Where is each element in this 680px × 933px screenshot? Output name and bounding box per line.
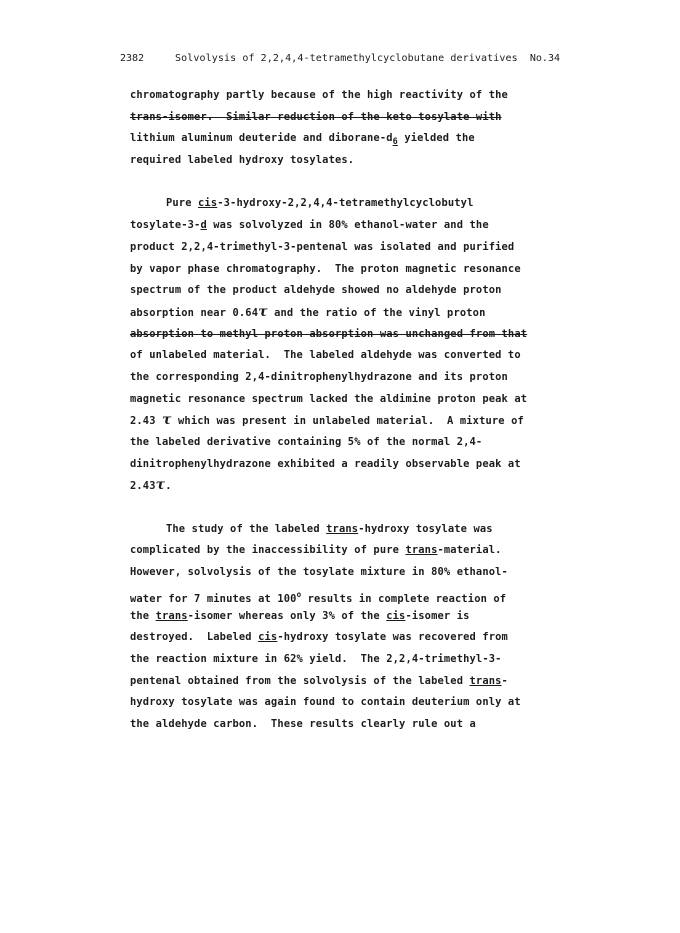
line-text: absorption near 0.64 <box>130 306 259 319</box>
line-text: . <box>165 480 172 493</box>
line-text: of unlabeled material. The labeled aldehyde was converted to <box>130 349 521 362</box>
text-line <box>130 649 560 671</box>
styled-text: τ <box>258 303 268 320</box>
styled-text: trans <box>469 674 502 687</box>
issue-number: No.34 <box>529 53 560 64</box>
line-text: the labeled derivative containing 5% of the normal 2,4- <box>130 436 483 448</box>
text-line <box>130 345 560 367</box>
text-line <box>130 562 560 584</box>
text-line <box>130 280 560 302</box>
text-line <box>130 150 560 172</box>
page-number: 2382 <box>120 53 145 64</box>
paragraph <box>130 519 560 736</box>
text-line <box>130 128 560 150</box>
text-line <box>130 259 560 281</box>
styled-text: d <box>200 219 207 232</box>
running-header <box>120 53 560 69</box>
line-text: product 2,2,4-trimethyl-3-pentenal was isolated and purified <box>130 240 515 253</box>
line-text: required labeled hydroxy tosylates. <box>130 154 355 167</box>
text-line <box>130 193 560 215</box>
text-line <box>130 540 560 562</box>
line-text: -hydroxy tosylate was <box>358 522 493 535</box>
paragraph-gap <box>130 172 560 194</box>
line-text: tosylate-3- <box>130 219 201 232</box>
subscript-text: 6 <box>392 137 398 148</box>
paragraph <box>130 193 560 497</box>
text-line <box>130 85 560 107</box>
text-line <box>130 584 560 606</box>
line-text: water for 7 minutes at 100 <box>130 592 297 605</box>
line-text: lithium aluminum deuteride and diborane-d <box>130 132 393 145</box>
line-text: magnetic resonance spectrum lacked the aldimine proton peak at <box>130 392 528 405</box>
styled-text: τ <box>155 477 166 494</box>
line-text: chromatography partly because of the high reactivity of the <box>130 89 508 101</box>
text-line <box>130 107 560 129</box>
line-text: - <box>501 674 508 687</box>
paragraph <box>130 85 560 172</box>
text-line <box>130 606 560 628</box>
styled-text: cis <box>386 609 406 622</box>
line-text: and the ratio of the vinyl proton <box>267 306 486 319</box>
styled-text: -isomer. Similar reduction of the keto tosylate with <box>162 110 502 123</box>
body-text <box>130 85 560 736</box>
text-line <box>130 714 560 736</box>
line-text: 2.43 <box>130 480 156 493</box>
text-line <box>130 324 560 346</box>
styled-text: trans <box>130 110 163 123</box>
line-text: However, solvolysis of the tosylate mixture in 80% ethanol- <box>130 566 508 579</box>
text-line <box>130 410 560 432</box>
line-text: by vapor phase chromatography. The proton magnetic resonance <box>130 262 521 275</box>
text-line <box>130 627 560 649</box>
line-text: The study of the labeled <box>166 522 327 535</box>
line-text: the reaction mixture in 62% yield. The 2,2,4-trimethyl-3- <box>130 652 502 665</box>
line-text: complicated by the inaccessibility of pure <box>130 544 406 557</box>
line-text: -isomer whereas only 3% of the <box>187 609 387 622</box>
line-text: -hydroxy tosylate was recovered from <box>277 631 508 644</box>
styled-text: cis <box>258 631 278 644</box>
running-title: Solvolysis of 2,2,4,4-tetramethylcyclobutane derivatives <box>175 53 518 64</box>
text-line <box>130 389 560 411</box>
text-line <box>130 454 560 476</box>
line-text: the aldehyde carbon. These results clearly rule out a <box>130 717 476 730</box>
text-line <box>130 237 560 259</box>
line-text: Pure <box>166 197 199 210</box>
line-text: 2.43 <box>130 415 163 428</box>
line-text: hydroxy tosylate was again found to contain deuterium only at <box>130 696 521 709</box>
line-text: spectrum of the product aldehyde showed no aldehyde proton <box>130 284 502 297</box>
styled-text: τ <box>162 412 172 429</box>
paragraph-gap <box>130 497 560 519</box>
line-text: destroyed. Labeled <box>130 631 259 644</box>
text-line <box>130 215 560 237</box>
text-line <box>130 671 560 693</box>
line-text: the <box>130 609 156 622</box>
text-line <box>130 367 560 389</box>
styled-text: cis <box>198 197 218 210</box>
text-line <box>130 432 560 454</box>
line-text: dinitrophenylhydrazone exhibited a readily observable peak at <box>130 457 521 470</box>
styled-text: o <box>296 589 302 599</box>
text-line <box>130 302 560 324</box>
line-text: -material. <box>437 544 502 557</box>
line-text: the corresponding 2,4-dinitrophenylhydrazone and its proton <box>130 370 508 383</box>
line-text: results in complete reaction of <box>301 592 507 605</box>
styled-text: trans <box>326 522 359 535</box>
line-text: was solvolyzed in 80% ethanol-water and the <box>206 219 489 232</box>
line-text: -3-hydroxy-2,2,4,4-tetramethylcyclobutyl <box>217 197 474 210</box>
text-line <box>130 519 560 541</box>
line-text: which was present in unlabeled material. A mixture of <box>171 415 524 428</box>
styled-text: trans <box>155 609 188 622</box>
line-text: -isomer is <box>405 609 470 622</box>
line-text: pentenal obtained from the solvolysis of the labeled <box>130 674 470 687</box>
text-line <box>130 475 560 497</box>
styled-text: trans <box>405 544 438 557</box>
styled-text: absorption to methyl proton absorption was unchanged from that <box>130 327 528 340</box>
text-line <box>130 692 560 714</box>
line-text: yielded the <box>397 132 475 145</box>
